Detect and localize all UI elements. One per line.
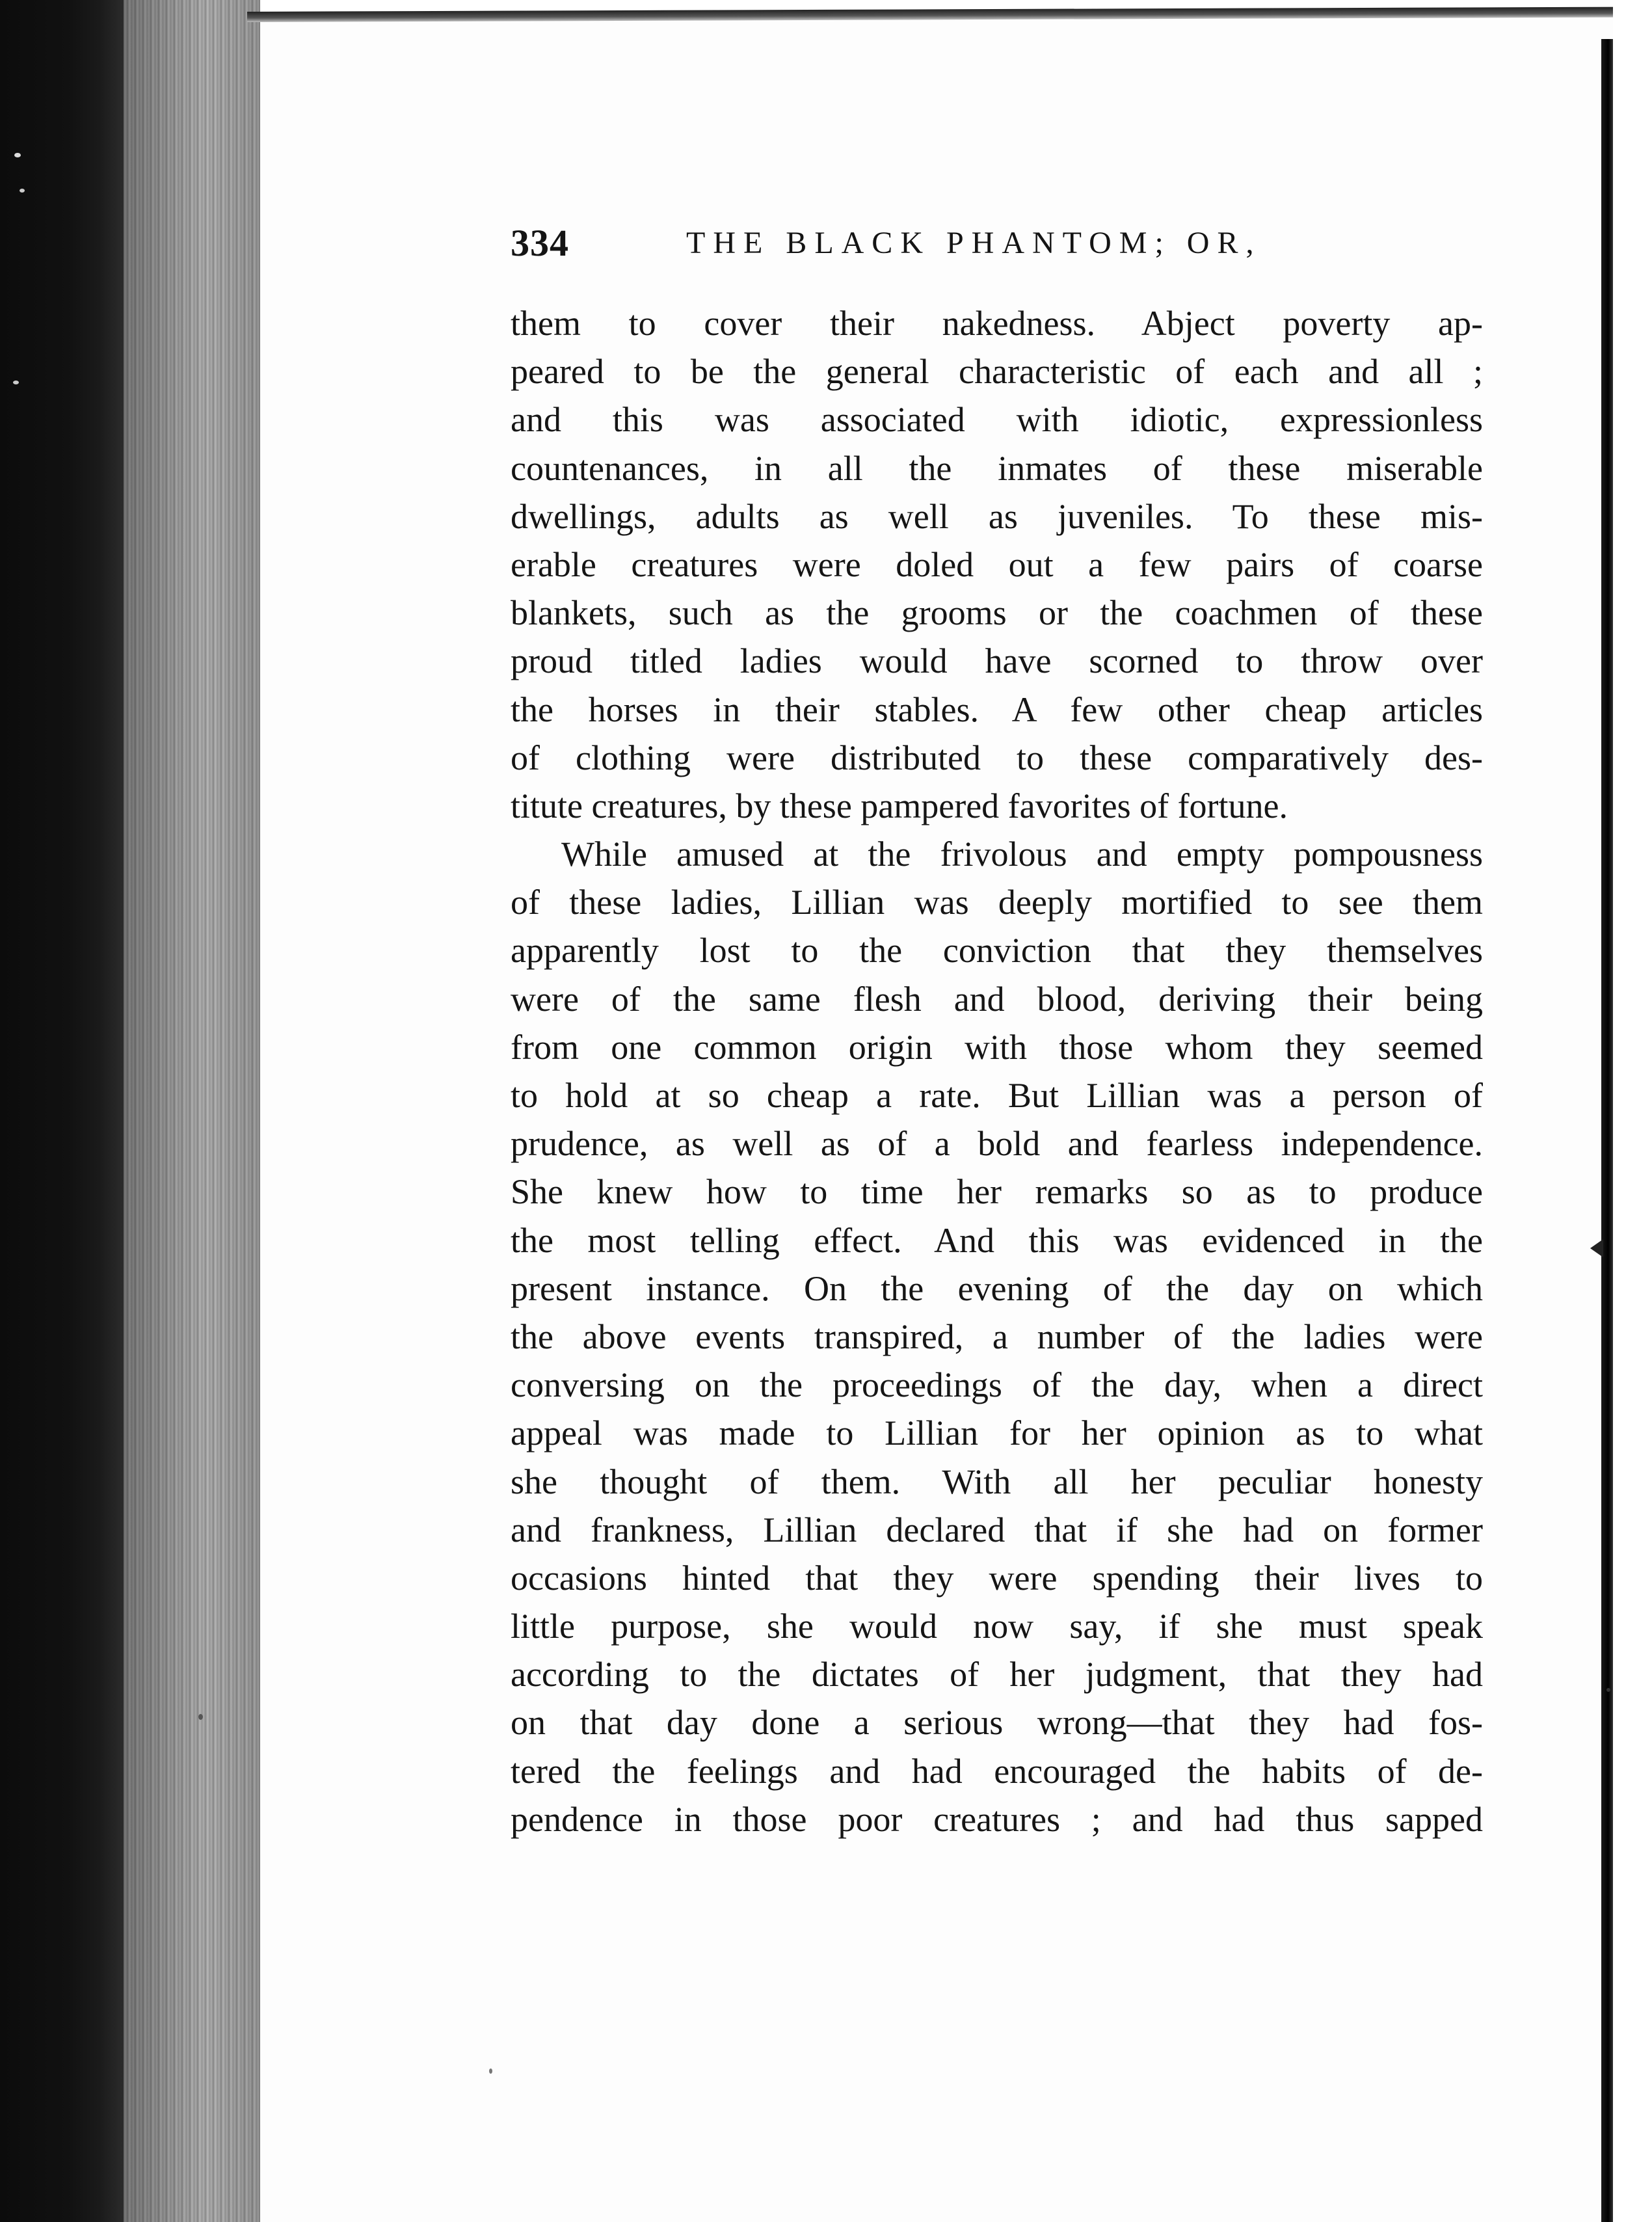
running-head-title: THE BLACK PHANTOM; OR, bbox=[686, 226, 1262, 260]
text-line: She knew how to time her remarks so as to produce bbox=[511, 1172, 1483, 1212]
text-line: conversing on the proceedings of the day, when a direct bbox=[511, 1365, 1483, 1405]
text-line: of these ladies, Lillian was deeply mortified to see them bbox=[511, 883, 1483, 922]
text-line: she thought of them. With all her peculiar honesty bbox=[511, 1462, 1483, 1501]
scan-speck bbox=[14, 153, 21, 157]
text-line: countenances, in all the inmates of these miserable bbox=[511, 448, 1483, 488]
text-line: of clothing were distributed to these comparatively des- bbox=[511, 738, 1483, 777]
text-line: and this was associated with idiotic, expressionless bbox=[511, 400, 1483, 440]
scan-speck bbox=[13, 381, 19, 384]
text-line: the most telling effect. And this was evidenced in the bbox=[511, 1220, 1483, 1260]
text-line: present instance. On the evening of the day on which bbox=[511, 1268, 1483, 1308]
text-line: them to cover their nakedness. Abject poverty ap- bbox=[511, 304, 1483, 343]
text-line: the above events transpired, a number of the ladies were bbox=[511, 1317, 1483, 1356]
fore-edge-shadow bbox=[124, 0, 260, 2222]
page-right-edge bbox=[1601, 39, 1613, 2222]
scan-speck bbox=[20, 189, 25, 193]
right-margin bbox=[1613, 0, 1652, 2222]
edge-notch-mark bbox=[1590, 1239, 1603, 1257]
text-line: from one common origin with those whom they seemed bbox=[511, 1027, 1483, 1067]
text-line: occasions hinted that they were spending their lives to bbox=[511, 1558, 1483, 1598]
running-header bbox=[511, 221, 1483, 273]
text-line: blankets, such as the grooms or the coachmen of these bbox=[511, 593, 1483, 633]
text-line: peared to be the general characteristic of each and all ; bbox=[511, 352, 1483, 392]
text-line: were of the same flesh and blood, deriving their being bbox=[511, 979, 1483, 1019]
text-line: little purpose, she would now say, if she must speak bbox=[511, 1607, 1483, 1646]
text-line: tered the feelings and had encouraged the habits of de- bbox=[511, 1751, 1483, 1791]
text-line: appeal was made to Lillian for her opinion as to what bbox=[511, 1413, 1483, 1453]
text-line: and frankness, Lillian declared that if she had on former bbox=[511, 1510, 1483, 1549]
body-text bbox=[511, 299, 1483, 1843]
scan-speck bbox=[489, 2068, 492, 2074]
scanner-border bbox=[0, 0, 124, 2222]
text-line: apparently lost to the conviction that they themselves bbox=[511, 931, 1483, 970]
scan-speck bbox=[198, 1714, 203, 1720]
text-line: erable creatures were doled out a few pairs of coarse bbox=[511, 544, 1483, 584]
page-number: 334 bbox=[511, 222, 569, 264]
scan-speck bbox=[1606, 1688, 1610, 1692]
text-line: proud titled ladies would have scorned to throw over bbox=[511, 641, 1483, 681]
text-line: the horses in their stables. A few other cheap articles bbox=[511, 689, 1483, 729]
text-line: to hold at so cheap a rate. But Lillian was a person of bbox=[511, 1076, 1483, 1115]
text-line: pendence in those poor creatures ; and had thus sapped bbox=[511, 1799, 1483, 1839]
text-line: according to the dictates of her judgment, that they had bbox=[511, 1655, 1483, 1694]
text-line: While amused at the frivolous and empty pompousness bbox=[561, 835, 1483, 874]
text-line: on that day done a serious wrong—that they had fos- bbox=[511, 1703, 1483, 1743]
text-line: prudence, as well as of a bold and fearless independence. bbox=[511, 1124, 1483, 1164]
text-line: dwellings, adults as well as juveniles. To these mis- bbox=[511, 496, 1483, 536]
text-line: titute creatures, by these pampered favorites of fortune. bbox=[511, 786, 1288, 825]
